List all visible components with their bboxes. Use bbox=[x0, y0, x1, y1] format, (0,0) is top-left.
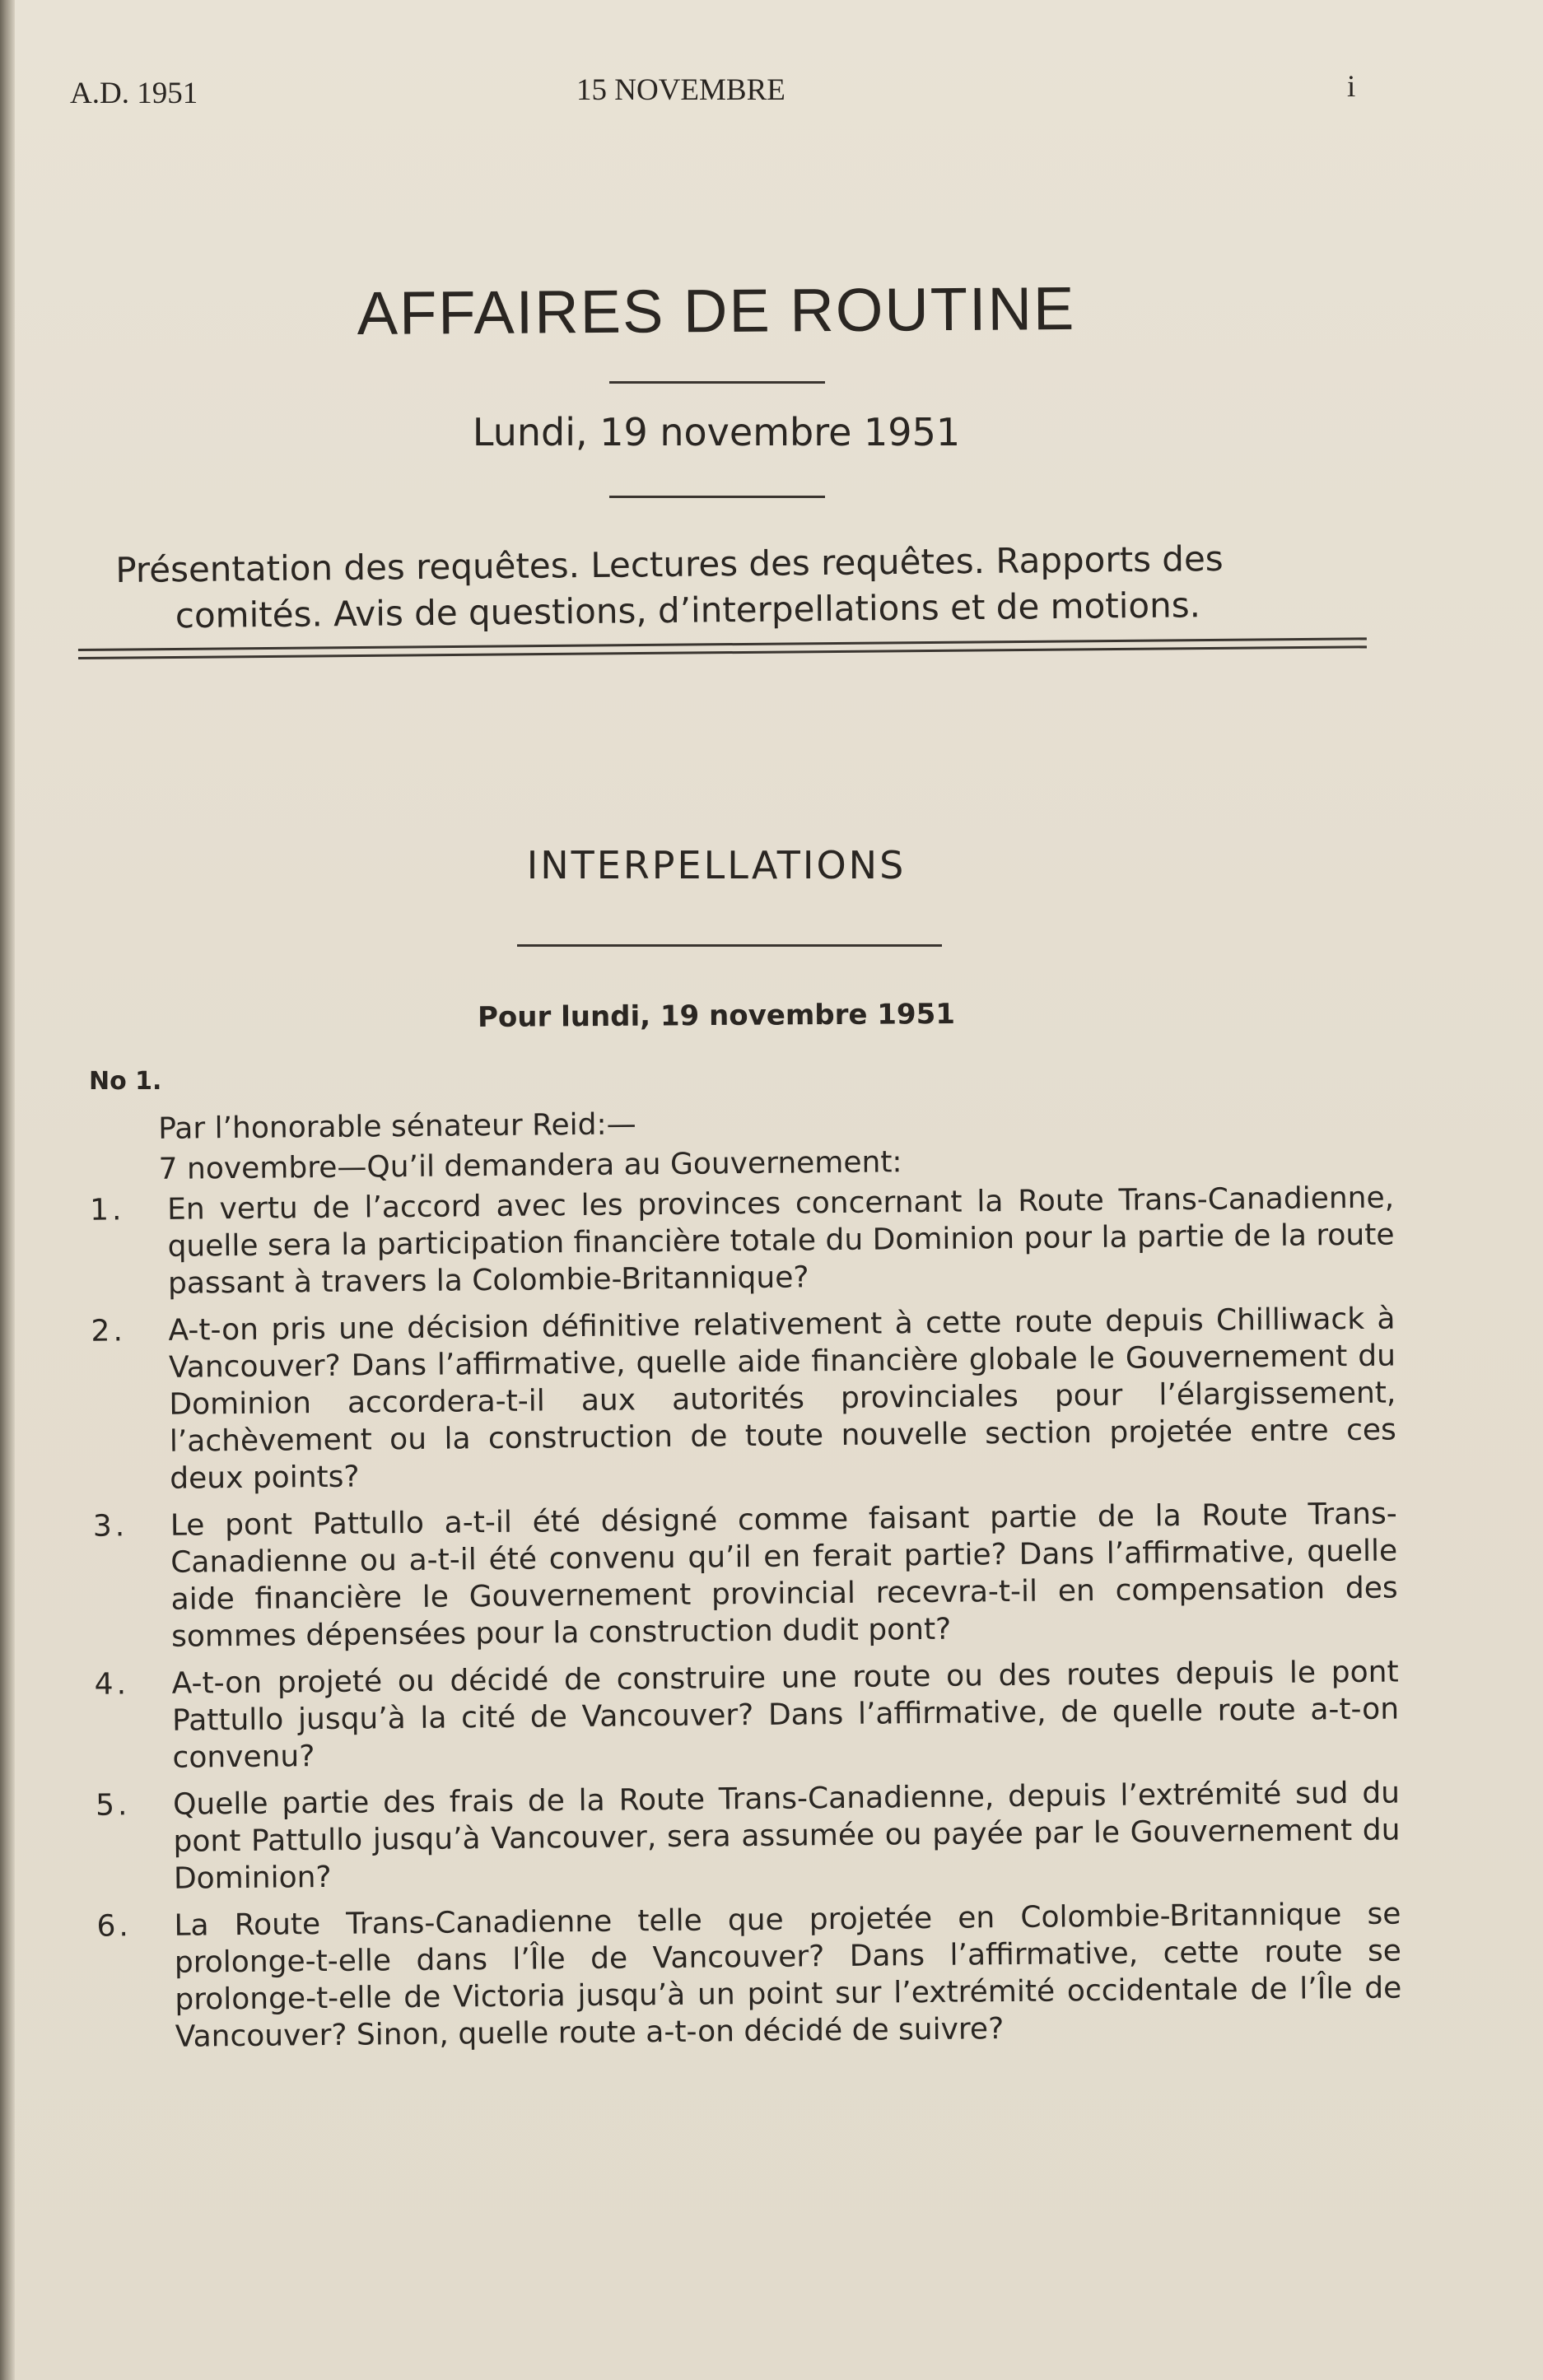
item-number: No 1. bbox=[89, 1067, 162, 1096]
date-subtitle: Lundi, 19 novembre 1951 bbox=[472, 410, 961, 454]
question-text: En vertu de l’accord avec les provinces concernant la Route Trans-Canadienne, quelle sera la participation financière totale du Dominion pour la partie de la route passant à travers la Colombie-Britannique? bbox=[166, 1181, 1395, 1301]
question-text: A-t-on projeté ou décidé de construire une route ou des routes depuis le pont Pattullo jusqu’à la cité de Vancouver? Dans l’affirmative, de quelle route a-t-on convenu? bbox=[171, 1655, 1400, 1775]
routine-line-2: comités. Avis de questions, d’interpellations et de motions. bbox=[175, 585, 1201, 636]
section-title: INTERPELLATIONS bbox=[526, 843, 907, 887]
question-number: 4. bbox=[94, 1667, 130, 1702]
question-item bbox=[71, 1653, 1399, 1777]
question-number: 1. bbox=[89, 1193, 125, 1227]
page-header bbox=[0, 70, 1543, 117]
question-number: 3. bbox=[92, 1509, 128, 1544]
question-text: A-t-on pris une décision définitive relativement à cette route depuis Chilliwack à Vancouver? Dans l’affirmative, quelle aide financière globale le Gouvernement du Dominion accordera-t-il aux autorités provinciales pour l’élargissement, l’achèvement ou la construction de toute nouvelle section projetée entre ces deux points? bbox=[168, 1302, 1396, 1496]
question-item bbox=[68, 1301, 1396, 1498]
date-rule bbox=[609, 496, 825, 498]
question-item bbox=[73, 1895, 1402, 2056]
question-text: Quelle partie des frais de la Route Trans-Canadienne, depuis l’extrémité sud du pont Pattullo jusqu’à Vancouver, sera assumée ou payée par le Gouvernement du Dominion? bbox=[172, 1776, 1401, 1896]
interpellation-author: Par l’honorable sénateur Reid:— bbox=[158, 1107, 636, 1146]
page-binding-edge bbox=[0, 0, 15, 2380]
question-text: Le pont Pattullo a-t-il été désigné comme faisant partie de la Route Trans-Canadienne ou a-t-il été convenu qu’il en ferait partie? Dans l’affirmative, quelle aide financière le Gouvernement provincial recevra-t-il en compensation des sommes dépensées pour la construction dudit pont? bbox=[170, 1497, 1398, 1654]
main-title: AFFAIRES DE ROUTINE bbox=[357, 273, 1076, 348]
interpellation-body bbox=[66, 1098, 1409, 2066]
question-item bbox=[72, 1774, 1401, 1898]
question-item bbox=[70, 1496, 1399, 1656]
routine-business-list bbox=[115, 535, 1335, 640]
header-page-number: i bbox=[1347, 70, 1356, 104]
header-date: 15 NOVEMBRE bbox=[576, 73, 785, 107]
question-number: 2. bbox=[91, 1314, 127, 1348]
question-item bbox=[67, 1180, 1395, 1303]
section-subtitle: Pour lundi, 19 novembre 1951 bbox=[477, 997, 956, 1035]
title-rule bbox=[609, 381, 825, 384]
question-number: 6. bbox=[96, 1909, 133, 1944]
section-rule bbox=[517, 944, 942, 947]
routine-line-1: Présentation des requêtes. Lectures des requêtes. Rapports des bbox=[115, 538, 1224, 590]
section-double-rule bbox=[78, 637, 1367, 660]
question-number: 5. bbox=[95, 1788, 131, 1823]
interpellation-date-line: 7 novembre—Qu’il demandera au Gouvernement: bbox=[158, 1145, 902, 1186]
header-year: A.D. 1951 bbox=[70, 77, 198, 110]
question-text: La Route Trans-Canadienne telle que projetée en Colombie-Britannique se prolonge-t-elle dans l’Île de Vancouver? Dans l’affirmative, cette route se prolonge-t-elle de Victoria jusqu’à un point sur l’extrémité occidentale de l’Île de Vancouver? Sinon, quelle route a-t-on décidé de suivre? bbox=[174, 1897, 1402, 2054]
